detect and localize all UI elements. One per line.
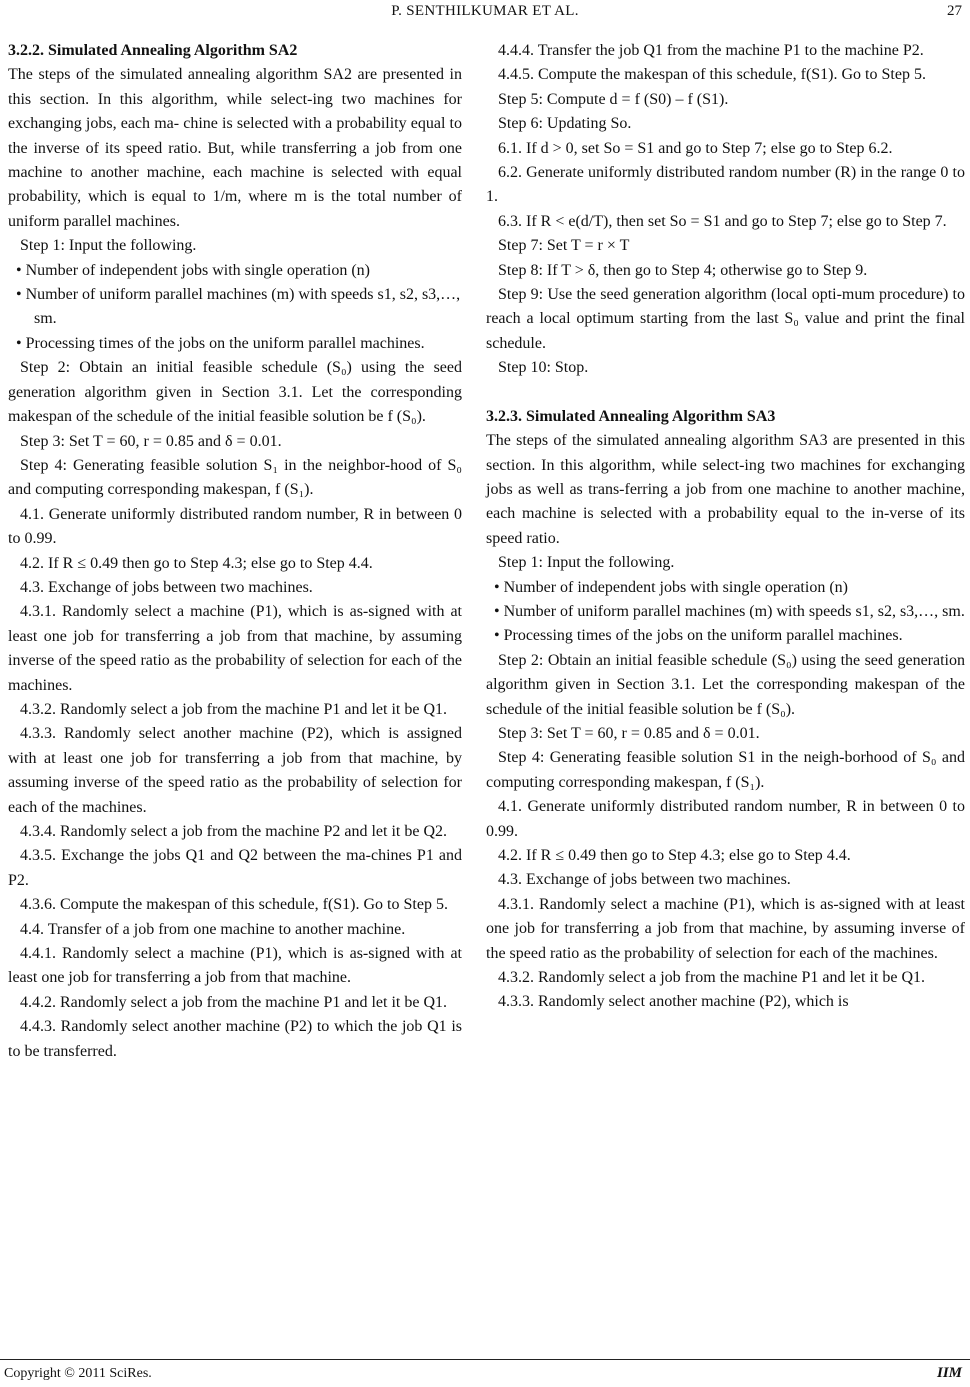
paragraph: 4.3. Exchange of jobs between two machines. [498, 871, 791, 889]
section-heading: 3.2.3. Simulated Annealing Algorithm SA3 [486, 407, 776, 425]
left-column [8, 39, 462, 1064]
paragraph: 4.4.5. Compute the makespan of this schedule, f(S1). Go to Step 5. [498, 66, 926, 84]
paragraph: 4.3.1. Randomly select a machine (P1), which is as-signed with at least one job for transferring a job from that machine, by assuming inverse of the speed ratio as the probability of selection for each of the machines. [8, 603, 462, 694]
paragraph: The steps of the simulated annealing algorithm SA3 are presented in this section. In this algorithm, while select-ing two machines for exchanging jobs as well as trans-ferring a job from one machine to another machine, each machine is selected with a probability equal to the in-verse of its speed ratio. [486, 432, 965, 547]
copyright-notice: Copyright © 2011 SciRes. [4, 1366, 152, 1381]
header-authors: P. SENTHILKUMAR ET AL. [391, 3, 579, 19]
paragraph: Step 8: If T > δ, then go to Step 4; otherwise go to Step 9. [498, 261, 868, 279]
paragraph: Step 2: Obtain an initial feasible schedule (S₀) using the seed generation algorithm given in Section 3.1. Let the corresponding makespan of the schedule of the initial feasible solution be f (S₀). [486, 651, 965, 718]
page-number: 27 [947, 3, 962, 19]
paragraph: 4.3.2. Randomly select a job from the machine P1 and let it be Q1. [20, 700, 448, 718]
paragraph: 4.4.4. Transfer the job Q1 from the machine P1 to the machine P2. [498, 42, 924, 59]
right-column [486, 39, 965, 1015]
paragraph: 6.3. If R < e(d/T), then set So = S1 and go to Step 7; else go to Step 7. [498, 212, 947, 230]
paragraph: 4.2. If R ≤ 0.49 then go to Step 4.3; else go to Step 4.4. [498, 847, 851, 864]
paragraph: Step 9: Use the seed generation algorithm (local opti-mum procedure) to reach a local optimum starting from the last S₀ value and print the final schedule. [486, 286, 965, 352]
paragraph: 4.3.4. Randomly select a job from the machine P2 and let it be Q2. [20, 823, 448, 840]
paragraph: 4.4.2. Randomly select a job from the machine P1 and let it be Q1. [20, 993, 448, 1011]
bullet-item: • Number of independent jobs with single operation (n) [494, 578, 848, 596]
paragraph: Step 7: Set T = r × T [498, 237, 630, 255]
bullet-item: • Processing times of the jobs on the uniform parallel machines. [16, 334, 425, 352]
paragraph: Step 6: Updating So. [498, 115, 632, 133]
bullet-item: • Number of uniform parallel machines (m) with speeds s1, s2, s3,…, sm. [494, 602, 965, 620]
paragraph: Step 10: Stop. [498, 359, 589, 377]
bullet-item: • Processing times of the jobs on the uniform parallel machines. [494, 627, 903, 645]
paragraph: Step 1: Input the following. [498, 554, 675, 572]
paragraph: 4.3.1. Randomly select a machine (P1), which is as-signed with at least one job for transferring a job from that machine, by assuming inverse of the speed ratio as the probability of selection for each of the machines. [486, 895, 965, 962]
paragraph: Step 3: Set T = 60, r = 0.85 and δ = 0.01. [498, 724, 760, 742]
paragraph: The steps of the simulated annealing algorithm SA2 are presented in this section. In this algorithm, while select-ing two machines for exchanging jobs, each ma- chine is selected with a probability equal to the inverse of its speed ratio. But, while transferring a job from one machine to another machine, each machine is selected with equal probability, which is equal to 1/m, where m is the total number of uniform parallel machines. [8, 66, 462, 230]
paragraph: 4.4.3. Randomly select another machine (P2) to which the job Q1 is to be transferred. [8, 1018, 462, 1060]
paragraph: 6.2. Generate uniformly distributed random number (R) in the range 0 to 1. [486, 164, 965, 206]
paragraph: 4.3.2. Randomly select a job from the machine P1 and let it be Q1. [498, 969, 926, 987]
paragraph: Step 4: Generating feasible solution S₁ in the neighbor-hood of S₀ and computing corresponding makespan, f (S₁). [8, 456, 462, 499]
paragraph: 4.4. Transfer of a job from one machine to another machine. [20, 920, 406, 938]
journal-abbrev: IIM [936, 1365, 962, 1381]
paragraph: 4.3.6. Compute the makespan of this schedule, f(S1). Go to Step 5. [20, 896, 448, 914]
paragraph: Step 3: Set T = 60, r = 0.85 and δ = 0.01. [20, 432, 282, 450]
section-heading: 3.2.2. Simulated Annealing Algorithm SA2 [8, 42, 298, 59]
paragraph: 4.3.5. Exchange the jobs Q1 and Q2 between the ma-chines P1 and P2. [8, 847, 462, 889]
paragraph: 6.1. If d > 0, set So = S1 and go to Step 7; else go to Step 6.2. [498, 139, 893, 157]
bullet-item: • Number of uniform parallel machines (m) with speeds s1, s2, s3,…, sm. [16, 286, 461, 328]
paragraph: 4.3.3. Randomly select another machine (P2), which is [498, 993, 849, 1011]
paragraph: 4.4.1. Randomly select a machine (P1), which is as-signed with at least one job for transferring a job from that machine. [8, 945, 462, 987]
paragraph: 4.1. Generate uniformly distributed random number, R in between 0 to 0.99. [8, 505, 462, 548]
paragraph: Step 4: Generating feasible solution S1 in the neigh-borhood of S₀ and computing corresponding makespan, f (S₁). [486, 749, 965, 791]
footer [0, 1359, 970, 1387]
paragraph: 4.3.3. Randomly select another machine (P2), which is assigned with at least one job for transferring a job from that machine, by assuming inverse of the speed ratio as the probability of selection for each of the machines. [8, 725, 462, 816]
paragraph: Step 5: Compute d = f (S0) – f (S1). [498, 90, 729, 108]
paragraph: Step 2: Obtain an initial feasible schedule (S₀) using the seed generation algorithm given in Section 3.1. Let the corresponding makespan of the schedule of the initial feasible solution be f (S₀). [8, 359, 462, 426]
paragraph: 4.2. If R ≤ 0.49 then go to Step 4.3; else go to Step 4.4. [20, 554, 373, 572]
bullet-item: • Number of independent jobs with single operation (n) [16, 261, 370, 279]
section-spacer [486, 381, 965, 405]
paragraph: Step 1: Input the following. [20, 237, 197, 255]
running-header [0, 0, 970, 24]
paragraph: 4.1. Generate uniformly distributed random number, R in between 0 to 0.99. [486, 798, 965, 840]
paragraph: 4.3. Exchange of jobs between two machines. [20, 578, 313, 596]
